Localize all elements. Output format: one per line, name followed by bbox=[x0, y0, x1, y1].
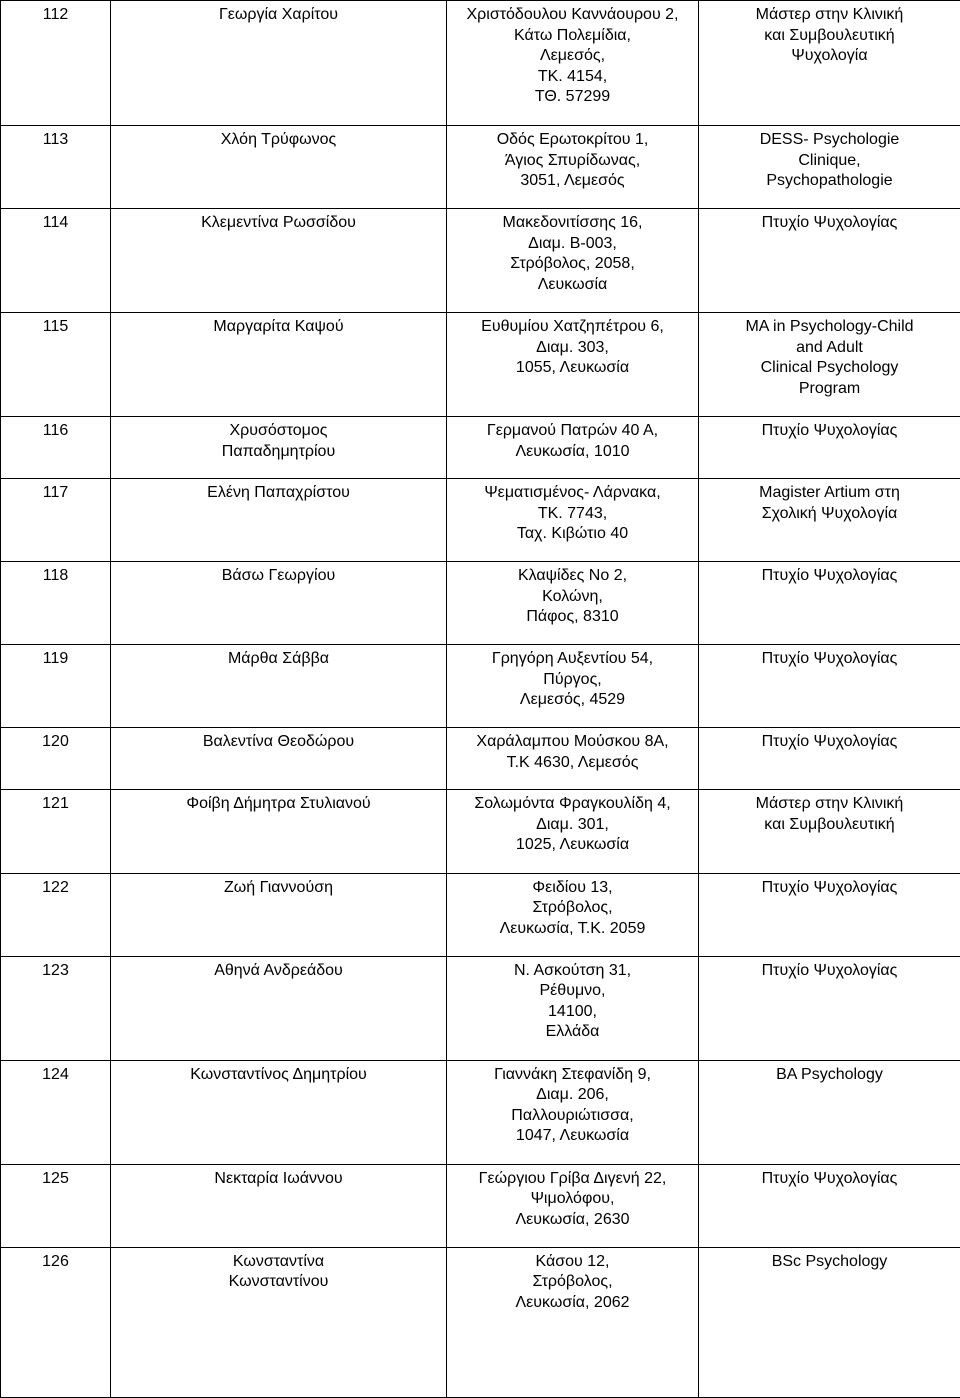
entry-number: 120 bbox=[1, 728, 111, 790]
practitioner-address: Σολωμόντα Φραγκουλίδη 4, Διαμ. 301, 1025, Λευκωσία bbox=[447, 790, 699, 873]
table-row bbox=[1, 562, 960, 645]
practitioner-qualification: Μάστερ στην Κλινική και Συμβουλευτική bbox=[699, 790, 960, 873]
practitioner-qualification: Μάστερ στην Κλινική και Συμβουλευτική Ψυχολογία bbox=[699, 1, 960, 126]
entry-number: 121 bbox=[1, 790, 111, 873]
entry-number: 122 bbox=[1, 873, 111, 956]
practitioner-address: Μακεδονιτίσσης 16, Διαμ. Β-003, Στρόβολος, 2058, Λευκωσία bbox=[447, 209, 699, 313]
table-row bbox=[1, 1060, 960, 1164]
practitioner-name: Κλεμεντίνα Ρωσσίδου bbox=[111, 209, 447, 313]
practitioner-name: Γεωργία Χαρίτου bbox=[111, 1, 447, 126]
practitioner-name: Βάσω Γεωργίου bbox=[111, 562, 447, 645]
practitioner-name: Κωνσταντίνα Κωνσταντίνου bbox=[111, 1247, 447, 1397]
practitioner-name: Μαργαρίτα Καψού bbox=[111, 313, 447, 417]
practitioner-qualification: Πτυχίο Ψυχολογίας bbox=[699, 956, 960, 1060]
practitioner-qualification: Πτυχίο Ψυχολογίας bbox=[699, 645, 960, 728]
practitioner-name: Χρυσόστομος Παπαδημητρίου bbox=[111, 417, 447, 479]
practitioner-address: Ψεματισμένος- Λάρνακα, ΤΚ. 7743, Ταχ. Κιβώτιο 40 bbox=[447, 479, 699, 562]
table-row bbox=[1, 126, 960, 209]
practitioner-qualification: BSc Psychology bbox=[699, 1247, 960, 1397]
practitioner-address: Ν. Ασκούτση 31, Ρέθυμνο, 14100, Ελλάδα bbox=[447, 956, 699, 1060]
practitioner-address: Ευθυμίου Χατζηπέτρου 6, Διαμ. 303, 1055, Λευκωσία bbox=[447, 313, 699, 417]
entry-number: 126 bbox=[1, 1247, 111, 1397]
practitioner-address: Κλαψίδες Νο 2, Κολώνη, Πάφος, 8310 bbox=[447, 562, 699, 645]
entry-number: 117 bbox=[1, 479, 111, 562]
practitioner-qualification: Πτυχίο Ψυχολογίας bbox=[699, 873, 960, 956]
practitioner-address: Φειδίου 13, Στρόβολος, Λευκωσία, Τ.Κ. 2059 bbox=[447, 873, 699, 956]
practitioner-name: Κωνσταντίνος Δημητρίου bbox=[111, 1060, 447, 1164]
table-row bbox=[1, 1164, 960, 1247]
table-row bbox=[1, 313, 960, 417]
entry-number: 124 bbox=[1, 1060, 111, 1164]
entry-number: 112 bbox=[1, 1, 111, 126]
practitioner-qualification: Πτυχίο Ψυχολογίας bbox=[699, 728, 960, 790]
practitioner-name: Μάρθα Σάββα bbox=[111, 645, 447, 728]
table-row bbox=[1, 790, 960, 873]
practitioner-name: Ελένη Παπαχρίστου bbox=[111, 479, 447, 562]
practitioner-name: Βαλεντίνα Θεοδώρου bbox=[111, 728, 447, 790]
table-row bbox=[1, 1, 960, 126]
practitioner-address: Γιαννάκη Στεφανίδη 9, Διαμ. 206, Παλλουριώτισσα, 1047, Λευκωσία bbox=[447, 1060, 699, 1164]
practitioner-name: Χλόη Τρύφωνος bbox=[111, 126, 447, 209]
table-row bbox=[1, 645, 960, 728]
practitioner-address: Γρηγόρη Αυξεντίου 54, Πύργος, Λεμεσός, 4529 bbox=[447, 645, 699, 728]
practitioner-address: Οδός Ερωτοκρίτου 1, Άγιος Σπυρίδωνας, 3051, Λεμεσός bbox=[447, 126, 699, 209]
practitioner-name: Αθηνά Ανδρεάδου bbox=[111, 956, 447, 1060]
table-row bbox=[1, 417, 960, 479]
entry-number: 119 bbox=[1, 645, 111, 728]
table-row bbox=[1, 956, 960, 1060]
practitioner-qualification: MA in Psychology-Child and Adult Clinical Psychology Program bbox=[699, 313, 960, 417]
practitioner-qualification: BA Psychology bbox=[699, 1060, 960, 1164]
practitioner-address: Γερμανού Πατρών 40 Α, Λευκωσία, 1010 bbox=[447, 417, 699, 479]
table-row bbox=[1, 728, 960, 790]
entry-number: 123 bbox=[1, 956, 111, 1060]
table-row bbox=[1, 479, 960, 562]
table-row bbox=[1, 1247, 960, 1397]
practitioner-address: Κάσου 12, Στρόβολος, Λευκωσία, 2062 bbox=[447, 1247, 699, 1397]
practitioner-qualification: Πτυχίο Ψυχολογίας bbox=[699, 562, 960, 645]
entry-number: 113 bbox=[1, 126, 111, 209]
practitioner-qualification: Πτυχίο Ψυχολογίας bbox=[699, 417, 960, 479]
entry-number: 115 bbox=[1, 313, 111, 417]
practitioner-name: Ζωή Γιαννούση bbox=[111, 873, 447, 956]
entry-number: 114 bbox=[1, 209, 111, 313]
entry-number: 125 bbox=[1, 1164, 111, 1247]
practitioner-qualification: Magister Artium στη Σχολική Ψυχολογία bbox=[699, 479, 960, 562]
entry-number: 116 bbox=[1, 417, 111, 479]
table-row bbox=[1, 873, 960, 956]
practitioner-name: Φοίβη Δήμητρα Στυλιανού bbox=[111, 790, 447, 873]
registry-body bbox=[1, 1, 960, 1398]
practitioner-qualification: Πτυχίο Ψυχολογίας bbox=[699, 209, 960, 313]
practitioner-name: Νεκταρία Ιωάννου bbox=[111, 1164, 447, 1247]
practitioner-address: Γεώργιου Γρίβα Διγενή 22, Ψιμολόφου, Λευκωσία, 2630 bbox=[447, 1164, 699, 1247]
entry-number: 118 bbox=[1, 562, 111, 645]
practitioner-qualification: Πτυχίο Ψυχολογίας bbox=[699, 1164, 960, 1247]
practitioner-address: Χριστόδουλου Καννάουρου 2, Κάτω Πολεμίδια, Λεμεσός, ΤΚ. 4154, ΤΘ. 57299 bbox=[447, 1, 699, 126]
table-row bbox=[1, 209, 960, 313]
practitioner-address: Χαράλαμπου Μούσκου 8Α, Τ.Κ 4630, Λεμεσός bbox=[447, 728, 699, 790]
practitioner-qualification: DESS- Psychologie Clinique, Psychopathologie bbox=[699, 126, 960, 209]
